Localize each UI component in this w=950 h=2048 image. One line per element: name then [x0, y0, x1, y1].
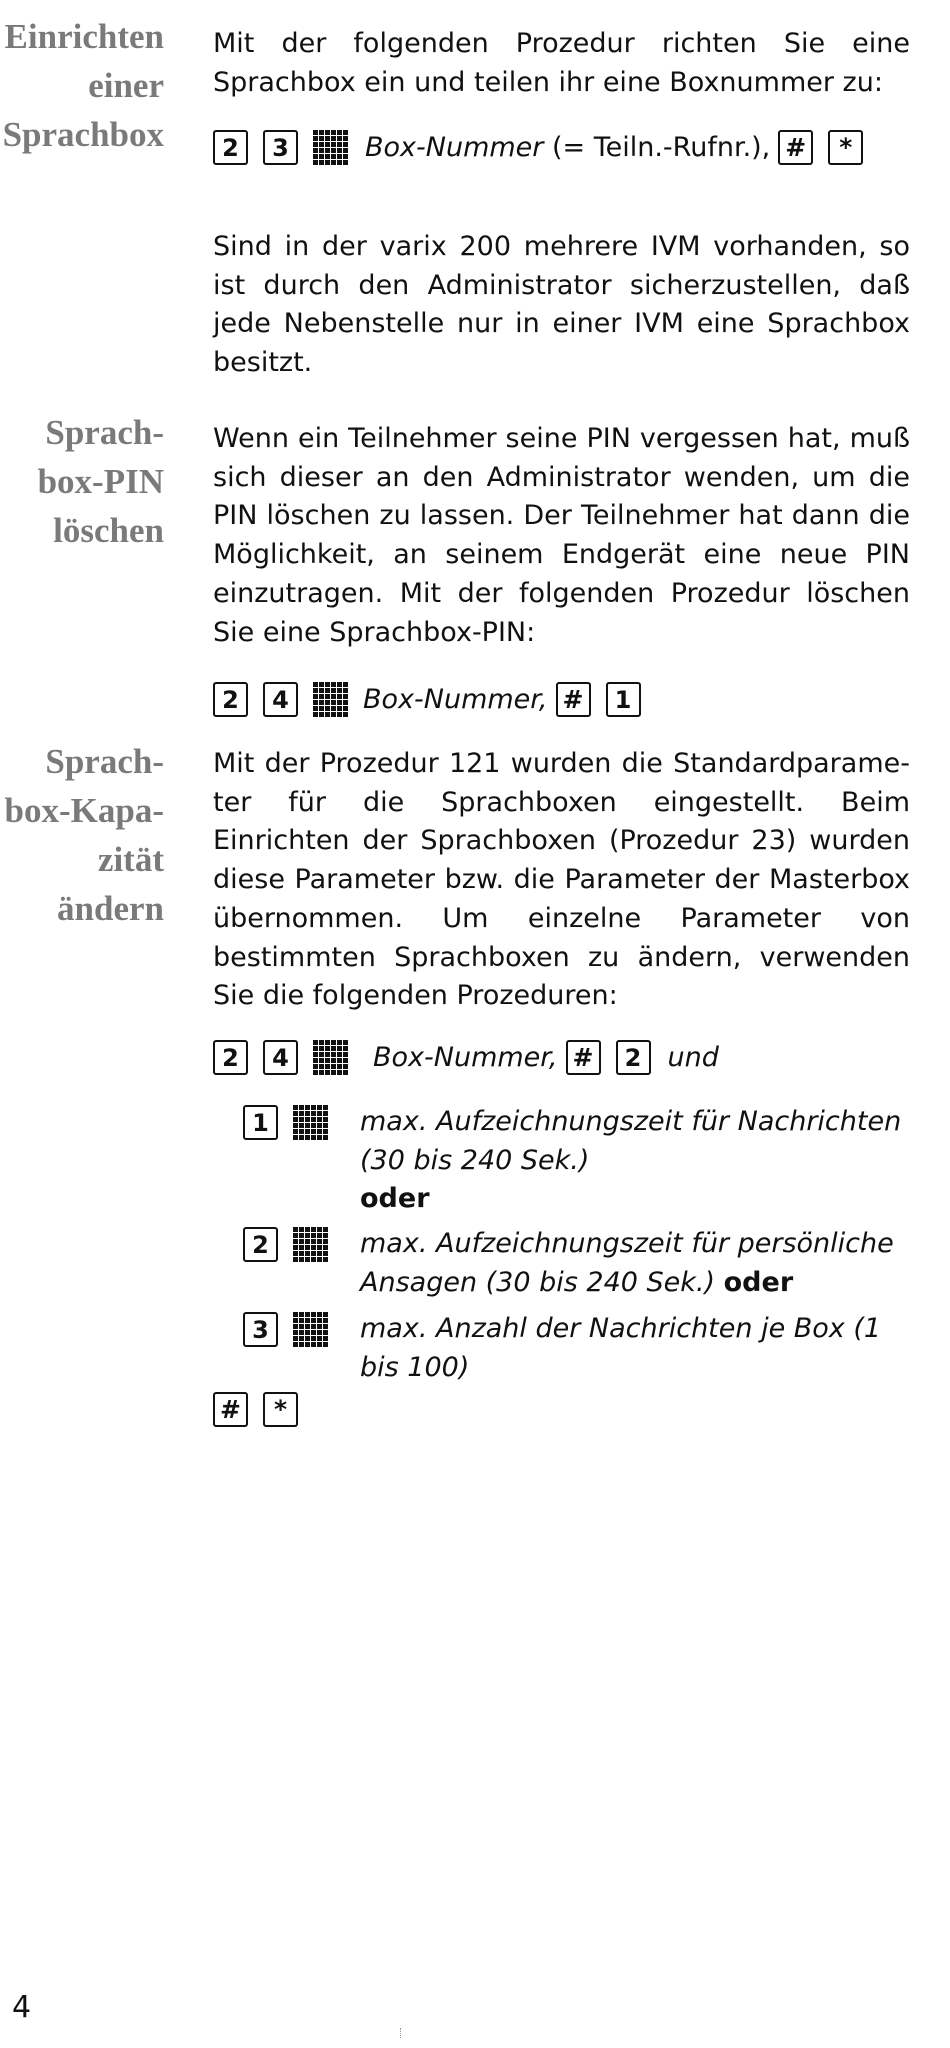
heading-line: box-Kapa- [4, 791, 164, 830]
center-mark [400, 2028, 402, 2038]
option-2 [243, 1225, 920, 1302]
procedure-einrichten [213, 130, 878, 165]
key-star: * [828, 130, 863, 165]
option-3 [243, 1310, 920, 1387]
heading-line: Sprachbox [2, 115, 164, 154]
option-1 [243, 1103, 920, 1219]
box-number-label: Box-Nummer, [363, 684, 548, 715]
box-number-label: Box-Nummer [365, 132, 544, 163]
paragraph-pin: Wenn ein Teilnehmer seine PIN vergessen hat, muß sich dieser an den Administrator wenden, um die PIN löschen zu lassen. Der Teilnehmer hat dann die Möglichkeit, an seinem Endgerät eine neue PIN einzutragen. Mit der folgenden Prozedur löschen Sie eine Sprachbox-PIN: [213, 423, 910, 648]
option-2-text [360, 1225, 920, 1302]
key-star: * [263, 1392, 298, 1427]
heading-line: Sprach- [45, 413, 164, 452]
key-3: 3 [243, 1312, 278, 1347]
heading-line: einer [88, 66, 164, 105]
and-label: und [667, 1042, 719, 1073]
box-number-note: (= Teiln.-Rufnr.), [543, 132, 771, 163]
key-hash: # [778, 130, 813, 165]
key-2: 2 [243, 1227, 278, 1262]
key-hash: # [556, 682, 591, 717]
heading-kapazitaet [0, 737, 164, 933]
oder-label: oder [723, 1266, 794, 1298]
key-1: 1 [606, 682, 641, 717]
heading-pin-loeschen [0, 408, 164, 555]
option-3-text [360, 1310, 920, 1387]
procedure-kapazitaet [213, 1040, 719, 1075]
key-hash: # [213, 1392, 248, 1427]
heading-line: Einrichten [4, 17, 164, 56]
option-text: max. Anzahl der Nachrichten je Box (1 bis 100) [360, 1313, 882, 1383]
heading-line: Sprach- [45, 742, 164, 781]
procedure-end [213, 1392, 313, 1427]
option-1-text [360, 1103, 920, 1219]
key-hash: # [566, 1040, 601, 1075]
procedure-pin [213, 682, 656, 717]
option-text: max. Aufzeichnungszeit für persönliche Ansagen (30 bis 240 Sek.) [360, 1228, 894, 1298]
paragraph-intro: Mit der folgenden Prozedur richten Sie eine Sprachbox ein und teilen ihr eine Boxnummer zu: [213, 28, 910, 98]
key-2: 2 [213, 130, 248, 165]
key-2: 2 [616, 1040, 651, 1075]
heading-line: ändern [57, 889, 164, 928]
key-4: 4 [263, 682, 298, 717]
heading-line: zität [97, 840, 164, 879]
keypad-icon [293, 1312, 328, 1347]
keypad-icon [313, 1040, 348, 1075]
keypad-icon [313, 130, 348, 165]
box-number-label: Box-Nummer, [373, 1042, 558, 1073]
page-number: 4 [12, 1990, 32, 2025]
heading-einrichten [0, 12, 164, 159]
key-4: 4 [263, 1040, 298, 1075]
key-2: 2 [213, 682, 248, 717]
keypad-icon [293, 1105, 328, 1140]
keypad-icon [313, 682, 348, 717]
key-1: 1 [243, 1105, 278, 1140]
heading-line: löschen [53, 511, 164, 550]
option-text: max. Aufzeichnungszeit für Nachrichten (30 bis 240 Sek.) [360, 1106, 902, 1176]
key-3: 3 [263, 130, 298, 165]
heading-line: box-PIN [37, 462, 164, 501]
paragraph-kapazitaet: Mit der Prozedur 121 wurden die Standardparameter für die Sprachboxen eingestellt. Beim Einrichten der Sprachboxen (Prozedur 23) wurden diese Parameter bzw. die Parameter der Masterbox übernommen. Um einzelne Parameter von bestimmten Sprachboxen zu ändern, verwenden Sie die folgenden Prozeduren: [213, 748, 910, 1012]
key-2: 2 [213, 1040, 248, 1075]
paragraph-note: Sind in der varix 200 mehrere IVM vorhanden, so ist durch den Administrator sicherzustellen, daß jede Nebenstelle nur in einer IVM eine Sprachbox besitzt. [213, 231, 910, 379]
keypad-icon [293, 1227, 328, 1262]
oder-label: oder [360, 1183, 430, 1214]
